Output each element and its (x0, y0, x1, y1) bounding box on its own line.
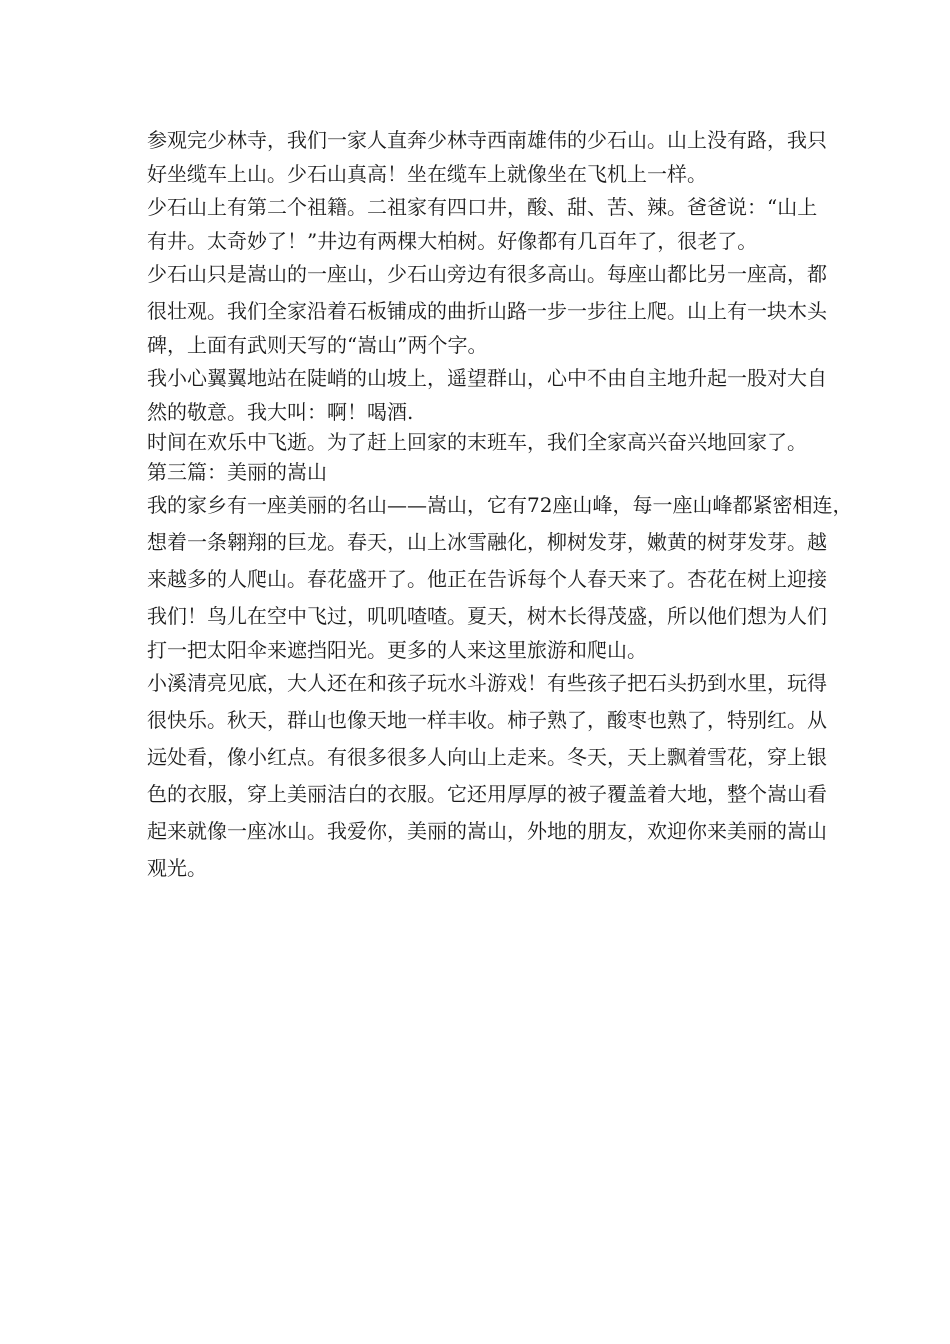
text-line: 我们！鸟儿在空中飞过，叽叽喳喳。夏天，树木长得茂盛，所以他们想为人们 (147, 604, 827, 628)
heading-text: 第三篇：美丽的嵩山 (147, 460, 327, 484)
text-line: 想着一条翱翔的巨龙。春天，山上冰雪融化，柳树发芽，嫩黄的树芽发芽。越 (147, 530, 827, 554)
text-line: 很壮观。我们全家沿着石板铺成的曲折山路一步一步往上爬。山上有一块木头 (147, 299, 827, 323)
text-line: 参观完少林寺，我们一家人直奔少林寺西南雄伟的少石山。山上没有路，我只 (147, 128, 827, 152)
text-line: 观光。 (147, 856, 207, 880)
paragraph (147, 122, 837, 189)
text-line: 时间在欢乐中飞逝。为了赶上回家的末班车，我们全家高兴奋兴地回家了。 (147, 430, 807, 454)
text-line: 色的衣服，穿上美丽洁白的衣服。它还用厚厚的被子覆盖着大地，整个嵩山看 (147, 782, 827, 806)
paragraph (147, 665, 837, 887)
text-line: 少石山只是嵩山的一座山，少石山旁边有很多高山。每座山都比另一座高，都 (147, 262, 827, 286)
text-line: 远处看，像小红点。有很多很多人向山上走来。冬天，天上飘着雪花，穿上银 (147, 745, 827, 769)
paragraph (147, 189, 837, 256)
paragraph (147, 487, 853, 665)
text-line: 起来就像一座冰山。我爱你，美丽的嵩山，外地的朋友，欢迎你来美丽的嵩山 (147, 819, 827, 843)
text-line: 很快乐。秋天，群山也像天地一样丰收。柿子熟了，酸枣也熟了，特别红。从 (147, 708, 827, 732)
text-line: 好坐缆车上山。少石山真高！坐在缆车上就像坐在飞机上一样。 (147, 162, 707, 186)
text-line: 我的家乡有一座美丽的名山——嵩山，它有72座山峰，每一座山峰都紧密相连， (147, 493, 853, 517)
text-line: 少石山上有第二个祖籍。二祖家有四口井，酸、甜、苦、辣。爸爸说：“山上 (147, 195, 818, 219)
document-body (147, 122, 853, 887)
text-line: 来越多的人爬山。春花盛开了。他正在告诉每个人春天来了。杏花在树上迎接 (147, 567, 827, 591)
text-line: 打一把太阳伞来遮挡阳光。更多的人来这里旅游和爬山。 (147, 638, 647, 662)
paragraph (147, 256, 837, 360)
text-line: 我小心翼翼地站在陡峭的山坡上，遥望群山，心中不由自主地升起一股对大自 (147, 366, 827, 390)
paragraph (147, 427, 837, 457)
section-heading (147, 457, 837, 487)
text-line: 有井。太奇妙了！”井边有两棵大柏树。好像都有几百年了，很老了。 (147, 229, 758, 253)
text-line: 碑，上面有武则天写的“嵩山”两个字。 (147, 333, 488, 357)
text-line: 然的敬意。我大叫：啊！喝酒. (147, 400, 414, 424)
text-line: 小溪清亮见底，大人还在和孩子玩水斗游戏！有些孩子把石头扔到水里，玩得 (147, 671, 827, 695)
paragraph (147, 360, 837, 427)
